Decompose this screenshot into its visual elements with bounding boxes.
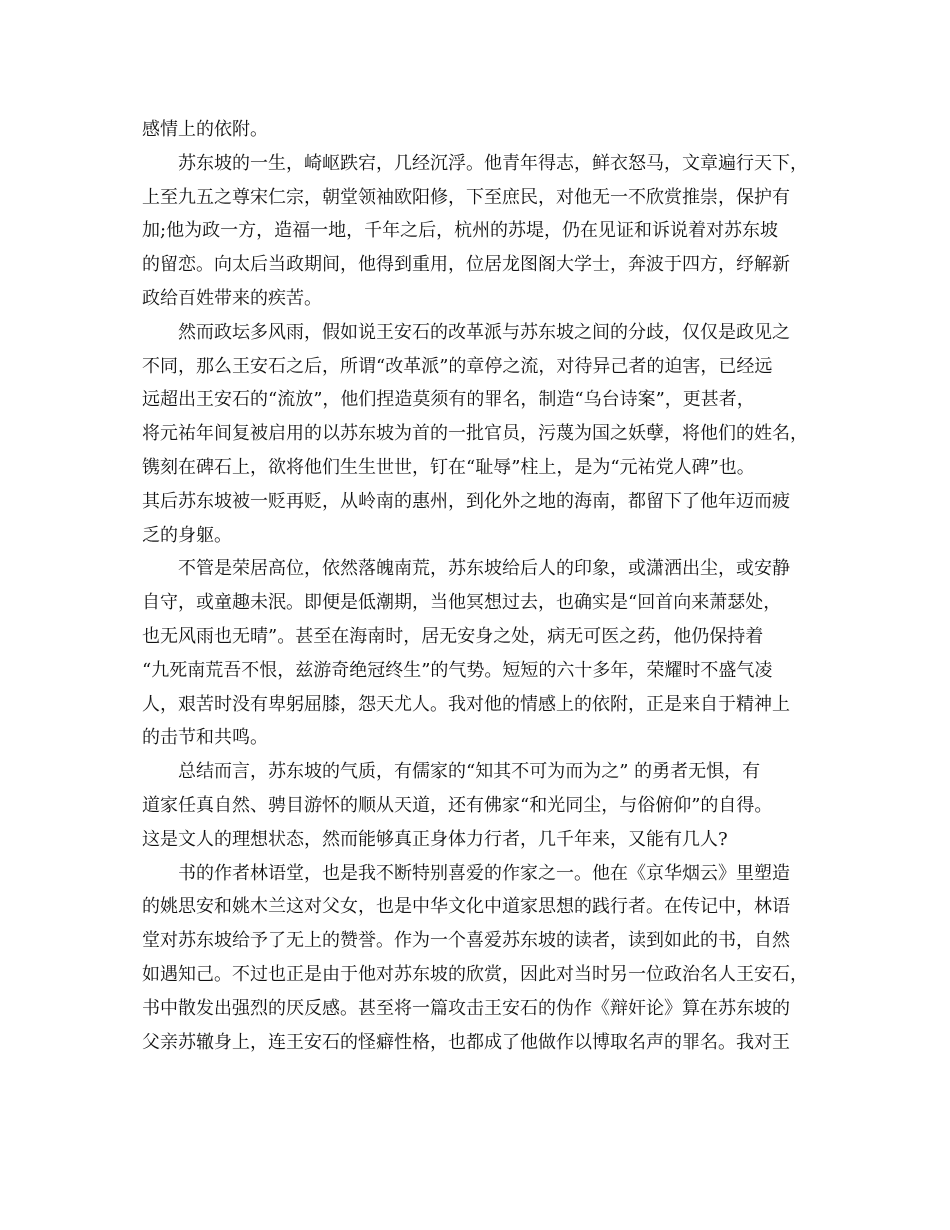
paragraph-first-line: 然而政坛多风雨，假如说王安石的改革派与苏东坡之间的分歧，仅仅是政见之 [178,321,790,343]
text-line: 镌刻在碑石上，欲将他们生生世世，钉在“耻辱”柱上，是为“元祐党人碑”也。 [142,456,755,478]
text-line: 不同，那么王安石之后，所谓“改革派”的章停之流，对待异己者的迫害，已经远 [142,355,773,377]
text-line: 感情上的依附。 [142,119,268,140]
text-line: 远超出王安石的“流放”，他们捏造莫须有的罪名，制造“乌台诗案”，更甚者， [142,389,755,411]
paragraph-first-line: 苏东坡的一生，崎岖跌宕，几经沉浮。他青年得志，鲜衣怒马，文章遍行天下， [178,152,808,174]
text-line: 其后苏东坡被一贬再贬，从岭南的惠州，到化外之地的海南，都留下了他年迈而疲 [142,490,790,512]
text-line: 人，艰苦时没有卑躬屈膝，怨天尤人。我对他的情感上的依附，正是来自于精神上 [142,693,790,715]
text-line: 自守，或童趣未泯。即便是低潮期，当他冥想过去，也确实是“回首向来萧瑟处， [142,592,782,614]
text-line: 政给百姓带来的疾苦。 [142,287,322,309]
text-line: 如遇知己。不过也正是由于他对苏东坡的欣赏，因此对当时另一位政治名人王安石， [142,963,808,985]
text-line: 将元祐年间复被启用的以苏东坡为首的一批官员，污蔑为国之妖孽，将他们的姓名， [142,423,808,445]
text-line: 的击节和共鸣。 [142,727,268,749]
text-line: 堂对苏东坡给予了无上的赞誉。作为一个喜爱苏东坡的读者，读到如此的书，自然 [142,930,790,952]
text-line: 道家任真自然、骋目游怀的顺从天道，还有佛家“和光同尘，与俗俯仰”的自得。 [142,794,773,816]
text-line: 乏的身躯。 [142,524,232,546]
paragraph-first-line: 总结而言，苏东坡的气质，有儒家的“知其不可为而为之” 的勇者无惧，有 [178,761,761,783]
paragraph-first-line: 不管是荣居高位，依然落魄南荒，苏东坡给后人的印象，或潇洒出尘，或安静 [178,558,790,580]
text-line: 上至九五之尊宋仁宗，朝堂领袖欧阳修，下至庶民，对他无一不欣赏推崇，保护有 [142,186,790,208]
text-line: 的姚思安和姚木兰这对父女，也是中华文化中道家思想的践行者。在传记中，林语 [142,896,790,918]
text-line: 这是文人的理想状态，然而能够真正身体力行者，几千年来，又能有几人? [142,828,728,850]
document-body-text [142,113,822,1059]
text-line: “九死南荒吾不恨，兹游奇绝冠终生”的气势。短短的六十多年，荣耀时不盛气凌 [142,659,773,681]
text-line: 的留恋。向太后当政期间，他得到重用，位居龙图阁大学士，奔波于四方，纾解新 [142,254,790,276]
text-line: 父亲苏辙身上，连王安石的怪癖性格，也都成了他做作以博取名声的罪名。我对王 [142,1031,790,1053]
text-line: 加;他为政一方，造福一地，千年之后，杭州的苏堤，仍在见证和诉说着对苏东坡 [142,220,779,242]
paragraph-first-line: 书的作者林语堂，也是我不断特别喜爱的作家之一。他在《京华烟云》里塑造 [178,862,790,884]
text-line: 也无风雨也无晴”。甚至在海南时，居无安身之处，病无可医之药，他仍保持着 [142,625,764,647]
text-line: 书中散发出强烈的厌反感。甚至将一篇攻击王安石的伪作《辩奸论》算在苏东坡的 [142,997,790,1019]
